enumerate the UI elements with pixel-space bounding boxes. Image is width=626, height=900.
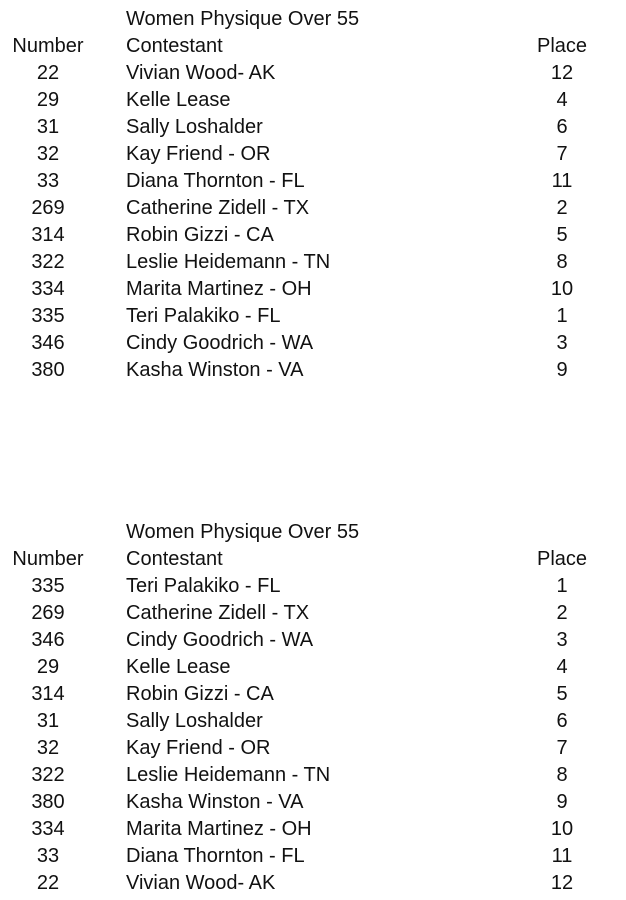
contestant-number: 31 — [36, 116, 60, 138]
contestant-name: Diana Thornton - FL — [126, 170, 305, 192]
contestant-number: 31 — [36, 710, 60, 732]
contestant-name: Marita Martinez - OH — [126, 818, 312, 840]
contestant-number: 334 — [31, 818, 65, 840]
contestant-name: Cindy Goodrich - WA — [126, 629, 314, 651]
contestant-number: 29 — [36, 89, 60, 111]
header-number: Number — [12, 548, 84, 570]
contestant-name: Sally Loshalder — [126, 710, 263, 732]
contestant-name: Marita Martinez - OH — [126, 278, 312, 300]
contestant-place: 8 — [556, 764, 568, 786]
contestant-name: Leslie Heidemann - TN — [126, 764, 331, 786]
contestant-place: 3 — [556, 332, 568, 354]
contestant-name: Kasha Winston - VA — [126, 359, 304, 381]
contestant-place: 12 — [550, 872, 574, 894]
contestant-name: Robin Gizzi - CA — [126, 224, 274, 246]
contestant-number: 22 — [36, 62, 60, 84]
contestant-place: 1 — [556, 575, 568, 597]
table-row — [0, 654, 626, 681]
contestant-name: Leslie Heidemann - TN — [126, 251, 331, 273]
header-place: Place — [536, 548, 588, 570]
contestant-place: 7 — [556, 143, 568, 165]
contestant-name: Diana Thornton - FL — [126, 845, 305, 867]
table-row — [0, 168, 626, 195]
header-contestant: Contestant — [126, 548, 223, 570]
contestant-number: 32 — [36, 143, 60, 165]
table-row — [0, 303, 626, 330]
table-title: Women Physique Over 55 — [126, 521, 360, 543]
contestant-place: 10 — [550, 278, 574, 300]
contestant-name: Catherine Zidell - TX — [126, 197, 310, 219]
table-row — [0, 681, 626, 708]
table-row — [0, 141, 626, 168]
contestant-place: 9 — [556, 791, 568, 813]
contestant-place: 6 — [556, 710, 568, 732]
contestant-place: 5 — [556, 683, 568, 705]
contestant-place: 12 — [550, 62, 574, 84]
contestant-name: Kay Friend - OR — [126, 143, 271, 165]
contestant-number: 22 — [36, 872, 60, 894]
table-title-row — [0, 519, 626, 546]
table-row — [0, 735, 626, 762]
contestant-number: 29 — [36, 656, 60, 678]
results-table-by-number — [0, 6, 626, 384]
table-row — [0, 600, 626, 627]
contestant-name: Sally Loshalder — [126, 116, 263, 138]
contestant-number: 335 — [31, 575, 65, 597]
contestant-name: Teri Palakiko - FL — [126, 575, 281, 597]
contestant-place: 2 — [556, 602, 568, 624]
contestant-place: 3 — [556, 629, 568, 651]
table-row — [0, 627, 626, 654]
contestant-place: 2 — [556, 197, 568, 219]
table-row — [0, 816, 626, 843]
contestant-number: 32 — [36, 737, 60, 759]
contestant-number: 335 — [31, 305, 65, 327]
table-row — [0, 357, 626, 384]
header-number: Number — [12, 35, 84, 57]
contestant-name: Teri Palakiko - FL — [126, 305, 281, 327]
contestant-number: 314 — [31, 224, 65, 246]
table-row — [0, 195, 626, 222]
contestant-name: Cindy Goodrich - WA — [126, 332, 314, 354]
contestant-number: 322 — [31, 764, 65, 786]
contestant-number: 346 — [31, 332, 65, 354]
table-row — [0, 762, 626, 789]
contestant-name: Vivian Wood- AK — [126, 62, 276, 84]
table-header-row — [0, 33, 626, 60]
table-row — [0, 222, 626, 249]
contestant-number: 380 — [31, 791, 65, 813]
contestant-place: 6 — [556, 116, 568, 138]
table-row — [0, 330, 626, 357]
contestant-number: 269 — [31, 197, 65, 219]
table-row — [0, 573, 626, 600]
table-row — [0, 60, 626, 87]
header-place: Place — [536, 35, 588, 57]
contestant-name: Kasha Winston - VA — [126, 791, 304, 813]
contestant-number: 33 — [36, 845, 60, 867]
contestant-place: 1 — [556, 305, 568, 327]
contestant-number: 322 — [31, 251, 65, 273]
contestant-number: 346 — [31, 629, 65, 651]
contestant-number: 334 — [31, 278, 65, 300]
table-row — [0, 708, 626, 735]
contestant-name: Kelle Lease — [126, 89, 231, 111]
contestant-place: 11 — [551, 845, 573, 867]
contestant-number: 33 — [36, 170, 60, 192]
table-row — [0, 870, 626, 897]
contestant-place: 4 — [556, 89, 568, 111]
table-row — [0, 789, 626, 816]
contestant-name: Kay Friend - OR — [126, 737, 271, 759]
table-title: Women Physique Over 55 — [126, 8, 360, 30]
contestant-place: 4 — [556, 656, 568, 678]
table-row — [0, 87, 626, 114]
contestant-place: 7 — [556, 737, 568, 759]
contestant-name: Vivian Wood- AK — [126, 872, 276, 894]
table-title-row — [0, 6, 626, 33]
header-contestant: Contestant — [126, 35, 223, 57]
table-row — [0, 249, 626, 276]
table-row — [0, 276, 626, 303]
contestant-number: 380 — [31, 359, 65, 381]
contestant-place: 9 — [556, 359, 568, 381]
table-row — [0, 843, 626, 870]
table-row — [0, 114, 626, 141]
contestant-place: 10 — [550, 818, 574, 840]
contestant-name: Kelle Lease — [126, 656, 231, 678]
contestant-place: 8 — [556, 251, 568, 273]
contestant-number: 314 — [31, 683, 65, 705]
contestant-place: 11 — [551, 170, 573, 192]
contestant-name: Robin Gizzi - CA — [126, 683, 274, 705]
contestant-name: Catherine Zidell - TX — [126, 602, 310, 624]
table-header-row — [0, 546, 626, 573]
contestant-number: 269 — [31, 602, 65, 624]
results-table-by-place — [0, 519, 626, 897]
contestant-place: 5 — [556, 224, 568, 246]
